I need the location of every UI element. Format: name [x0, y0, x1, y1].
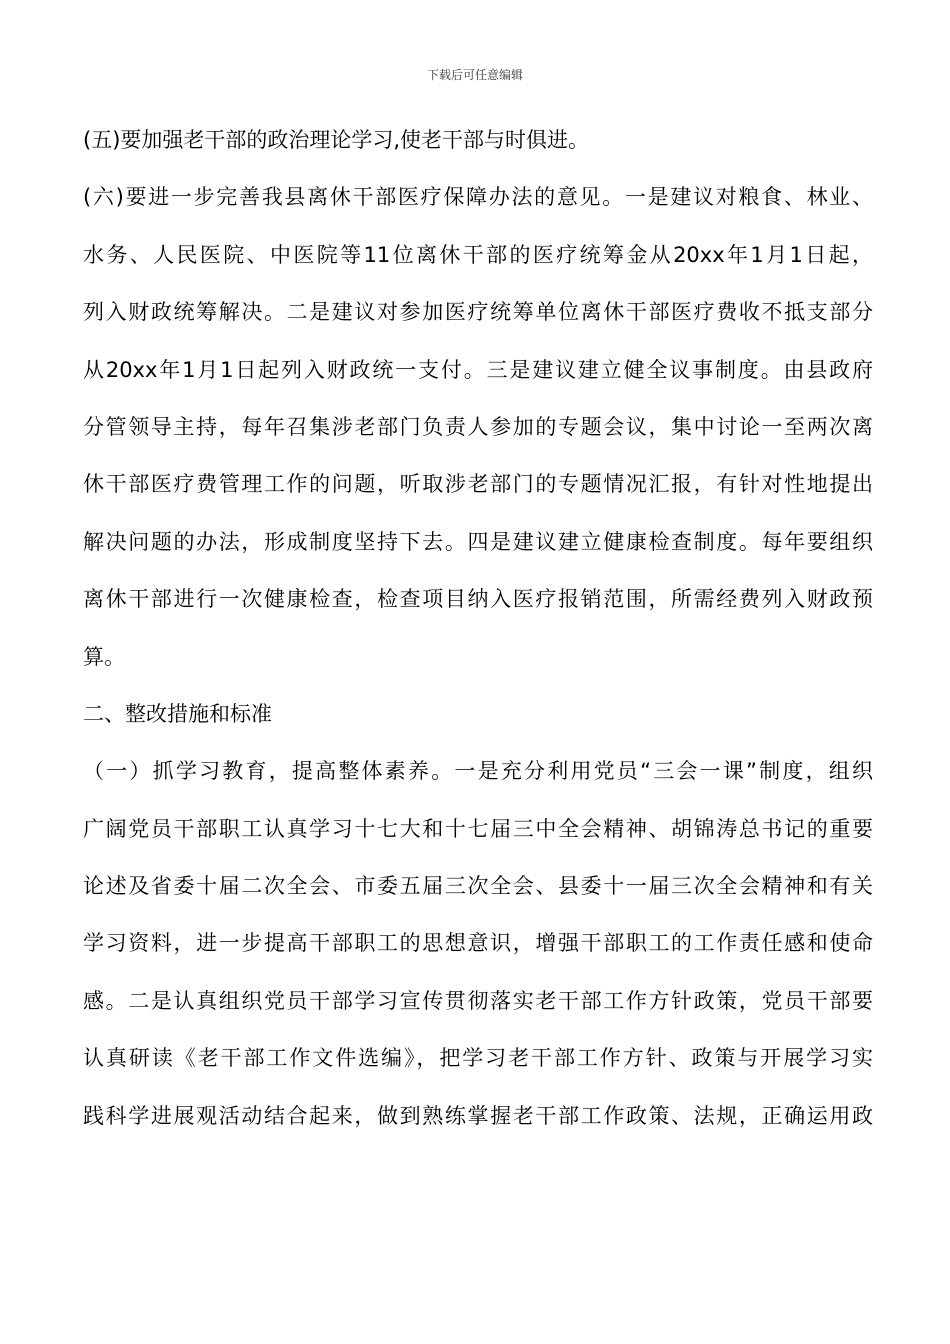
text-line: (五)要加强老干部的政治理论学习,使老干部与时俱进。 [83, 128, 590, 152]
text-line: 休干部医疗费管理工作的问题，听取涉老部门的专题情况汇报，有针对性地提出 [83, 472, 873, 497]
text-line: 列入财政统筹解决。二是建议对参加医疗统筹单位离休干部医疗费收不抵支部分 [83, 300, 873, 325]
text-line: 从20xx年1月1日起列入财政统一支付。三是建议建立健全议事制度。由县政府 [83, 357, 873, 382]
text-line: 认真研读《老干部工作文件选编》，把学习老干部工作方针、政策与开展学习实 [83, 1046, 873, 1071]
document-body [83, 112, 873, 1145]
text-line: (六)要进一步完善我县离休干部医疗保障办法的意见。一是建议对粮食、林业、 [83, 185, 873, 210]
text-line: 践科学进展观活动结合起来，做到熟练掌握老干部工作政策、法规，正确运用政 [83, 1103, 873, 1128]
text-line: 分管领导主持，每年召集涉老部门负责人参加的专题会议，集中讨论一至两次离 [83, 414, 873, 439]
text-line: 感。二是认真组织党员干部学习宣传贯彻落实老干部工作方针政策，党员干部要 [83, 988, 873, 1013]
text-line: 算。 [83, 644, 125, 669]
text-line: 学习资料，进一步提高干部职工的思想意识，增强干部职工的工作责任感和使命 [83, 931, 873, 956]
page-header: 下载后可任意编辑 [426, 68, 523, 82]
text-line: 水务、人民医院、中医院等11位离休干部的医疗统筹金从20xx年1月1日起， [83, 242, 873, 267]
text-line: 广阔党员干部职工认真学习十七大和十七届三中全会精神、胡锦涛总书记的重要 [83, 816, 873, 841]
text-line: 离休干部进行一次健康检查，检查项目纳入医疗报销范围，所需经费列入财政预 [83, 587, 873, 612]
text-line: （一）抓学习教育，提高整体素养。一是充分利用党员“三会一课”制度，组织 [83, 759, 873, 784]
text-line: 论述及省委十届二次全会、市委五届三次全会、县委十一届三次全会精神和有关 [83, 874, 873, 899]
section-heading: 二、整改措施和标准 [83, 701, 272, 726]
text-line: 解决问题的办法，形成制度坚持下去。四是建议建立健康检查制度。每年要组织 [83, 529, 873, 554]
